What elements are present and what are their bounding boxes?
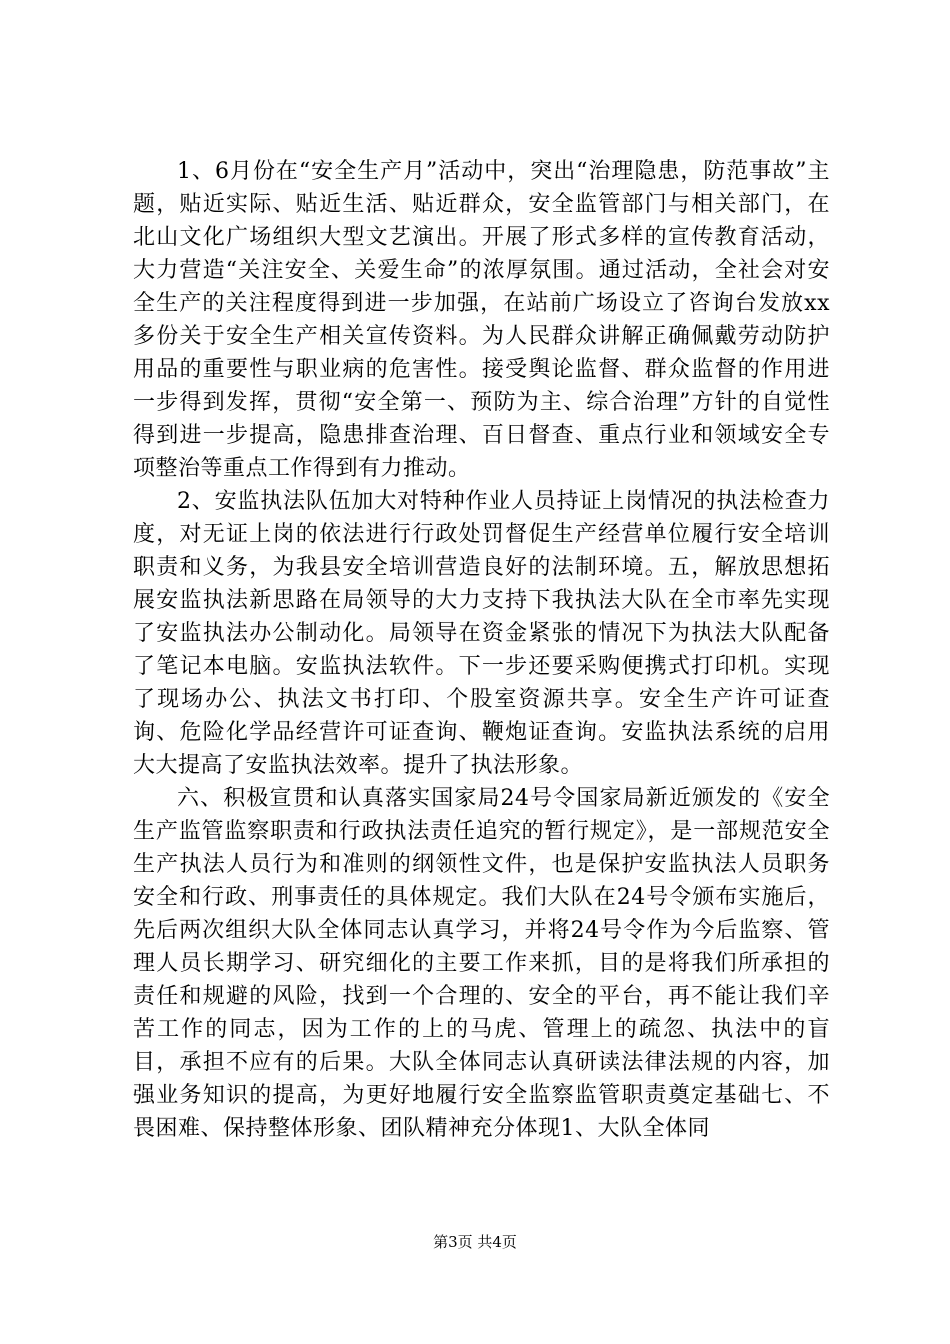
paragraph-2: 2、安监执法队伍加大对特种作业人员持证上岗情况的执法检查力度，对无证上岗的依法进行行政处罚督促生产经营单位履行安全培训职责和义务，为我县安全培训营造良好的法制环境。五，解放思想拓展安监执法新思路在局领导的大力支持下我执法大队在全市率先实现了安监执法办公制动化。局领导在资金紧张的情况下为执法大队配备了笔记本电脑。安监执法软件。下一步还要采购便携式打印机。实现了现场办公、执法文书打印、个股室资源共享。安全生产许可证查询、危险化学品经营许可证查询、鞭炮证查询。安监执法系统的启用大大提高了安监执法效率。提升了执法形象。 bbox=[133, 489, 830, 778]
paragraph-1: 1、6月份在“安全生产月”活动中，突出“治理隐患，防范事故”主题，贴近实际、贴近生活、贴近群众，安全监管部门与相关部门，在北山文化广场组织大型文艺演出。开展了形式多样的宣传教育活动，大力营造“关注安全、关爱生命”的浓厚氛围。通过活动，全社会对安全生产的关注程度得到进一步加强，在站前广场设立了咨询台发放xx多份关于安全生产相关宣传资料。为人民群众讲解正确佩戴劳动防护用品的重要性与职业病的危害性。接受舆论监督、群众监督的作用进一步得到发挥，贯彻“安全第一、预防为主、综合治理”方针的自觉性得到进一步提高，隐患排查治理、百日督查、重点行业和领域安全专项整治等重点工作得到有力推动。 bbox=[133, 159, 830, 481]
page-number-footer: 第3页 共4页 bbox=[433, 1233, 517, 1251]
document-body bbox=[133, 155, 830, 1145]
paragraph-3: 六、积极宣贯和认真落实国家局24号令国家局新近颁发的《安全生产监管监察职责和行政执法责任追究的暂行规定》，是一部规范安全生产执法人员行为和准则的纲领性文件，也是保护安监执法人员职务安全和行政、刑事责任的具体规定。我们大队在24号令颁布实施后，先后两次组织大队全体同志认真学习，并将24号令作为今后监察、管理人员长期学习、研究细化的主要工作来抓，目的是将我们所承担的责任和规避的风险，找到一个合理的、安全的平台，再不能让我们辛苦工作的同志，因为工作的上的马虎、管理上的疏忽、执法中的盲目，承担不应有的后果。大队全体同志认真研读法律法规的内容，加强业务知识的提高，为更好地履行安全监察监管职责奠定基础七、不畏困难、保持整体形象、团队精神充分体现1、大队全体同 bbox=[133, 786, 830, 1141]
